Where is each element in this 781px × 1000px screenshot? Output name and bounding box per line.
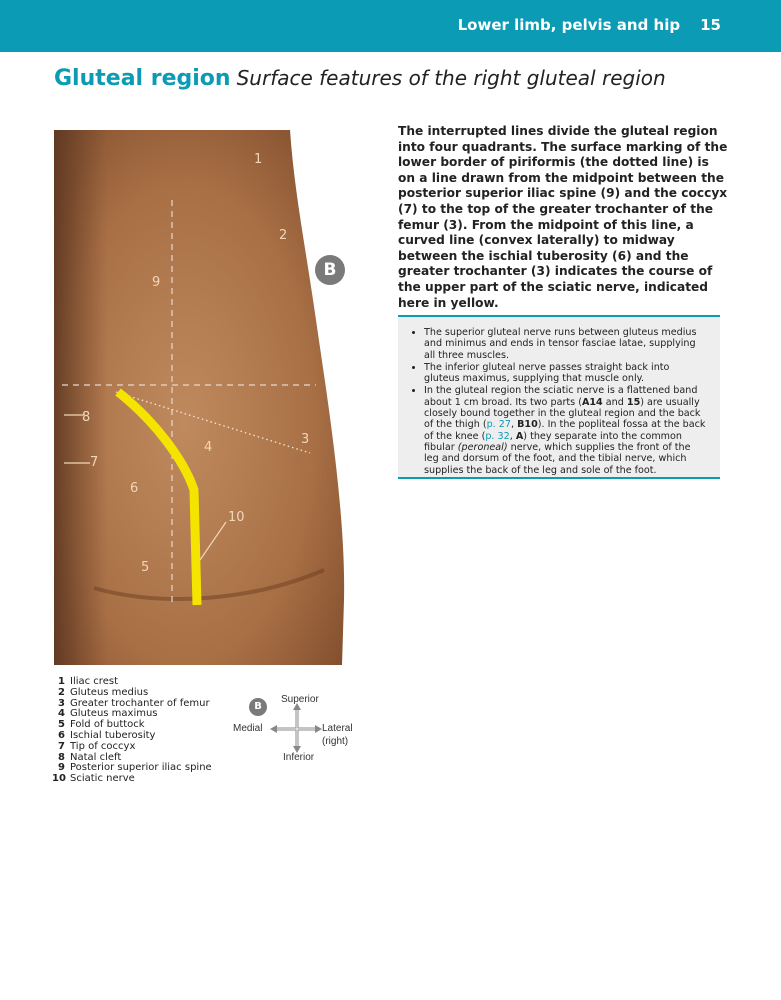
orientation-badge-b: B: [249, 698, 267, 716]
note-text: ) they separate into the common fibular: [424, 430, 682, 453]
notes-list: [398, 317, 720, 476]
legend-number: 9: [58, 762, 65, 774]
page-link-27[interactable]: p. 27: [486, 419, 511, 431]
marker-9: 9: [152, 275, 161, 290]
marker-7: 7: [90, 455, 99, 470]
legend-label: Natal cleft: [70, 751, 122, 763]
marker-5: 5: [141, 560, 150, 575]
marker-4: 4: [204, 440, 213, 455]
legend-number: 1: [58, 676, 65, 687]
label-inferior: Inferior: [283, 752, 315, 763]
note-ref: A14: [581, 396, 603, 408]
legend-number: 10: [52, 773, 66, 785]
legend-number: 2: [58, 686, 65, 698]
title-main: Gluteal region: [54, 66, 231, 91]
marker-10: 10: [228, 510, 245, 525]
legend-label: Tip of coccyx: [70, 740, 136, 752]
note-text: ,: [510, 419, 518, 431]
note-text: and: [602, 396, 627, 408]
legend-label: Ischial tuberosity: [70, 729, 156, 741]
note-item: • The superior gluteal nerve runs between gluteus medius and minimus and ends in tensor fasciae latae, supplying all three muscles.: [424, 327, 708, 361]
label-medial: Medial: [233, 723, 263, 734]
page-link-32[interactable]: p. 32: [485, 430, 510, 442]
note-ref: A: [515, 430, 524, 442]
legend-number: 7: [58, 740, 65, 752]
label-lateral: Lateral: [322, 723, 353, 734]
marker-1: 1: [254, 152, 263, 167]
marker-2: 2: [279, 228, 288, 243]
note-ref: 15: [626, 396, 641, 408]
note-text: ) are usually closely bound together in the gluteal region and the back of the thigh (: [424, 396, 701, 431]
note-text: ). In the popliteal fossa at the back of the knee (: [424, 419, 706, 442]
note-item: [424, 385, 708, 475]
legend-label: Sciatic nerve: [70, 773, 135, 785]
legend-label: Posterior superior iliac spine: [70, 762, 212, 774]
note-text: ,: [509, 430, 516, 442]
section-title: Lower limb, pelvis and hip: [457, 16, 681, 34]
note-ref: B10: [517, 419, 538, 431]
note-text: In the gluteal region the sciatic nerve is a flattened band about 1 cm broad. Its two parts (: [424, 385, 698, 408]
title-subtitle: Surface features of the right gluteal region: [236, 66, 666, 90]
marker-8: 8: [82, 410, 91, 425]
figure-legend: [52, 677, 212, 785]
marker-3: 3: [301, 432, 310, 447]
legend-label: Iliac crest: [70, 676, 118, 687]
legend-number: 6: [58, 729, 65, 741]
orientation-compass: [233, 694, 359, 766]
label-superior: Superior: [281, 694, 319, 705]
marker-6: 6: [130, 481, 139, 496]
gluteal-photo: [54, 130, 350, 665]
figure-badge-b: B: [315, 255, 345, 285]
label-lateral-note: (right): [322, 736, 349, 747]
figure-description: The interrupted lines divide the gluteal region into four quadrants. The surface marking of the lower border of piriformis (the dotted line) is on a line drawn from the midpoint between the posterior superior iliac spine (9) and the coccyx (7) to the top of the greater trochanter of the femur (3). From the midpoint of this line, a curved line (convex laterally) to midway between the ischial tuberosity (6) and the greater trochanter (3) indicates the course of the upper part of the sciatic nerve, indicated here in yellow.: [398, 124, 728, 310]
note-italic: (peroneal): [457, 441, 508, 453]
legend-number: 5: [58, 719, 65, 731]
legend-number: 3: [58, 697, 65, 709]
page-title: [54, 66, 666, 91]
gluteal-photo-drawing: [54, 130, 350, 665]
legend-row: [52, 774, 212, 785]
legend-label: Fold of buttock: [70, 719, 145, 731]
note-text: nerve, which supplies the front of the leg and dorsum of the foot, and the tibial nerve, which supplies the back of the leg and sole of the foot.: [424, 441, 691, 476]
legend-number: 4: [58, 708, 65, 720]
note-item: • The inferior gluteal nerve passes straight back into gluteus maximus, supplying that muscle only.: [424, 362, 708, 385]
page-number: 15: [700, 16, 721, 34]
running-header: [458, 16, 721, 34]
legend-number: 8: [58, 751, 65, 763]
notes-box: [398, 315, 720, 479]
natal-cleft-shadow: [54, 130, 350, 665]
legend-label: Greater trochanter of femur: [70, 697, 210, 709]
legend-label: Gluteus medius: [70, 686, 149, 698]
legend-label: Gluteus maximus: [70, 708, 158, 720]
